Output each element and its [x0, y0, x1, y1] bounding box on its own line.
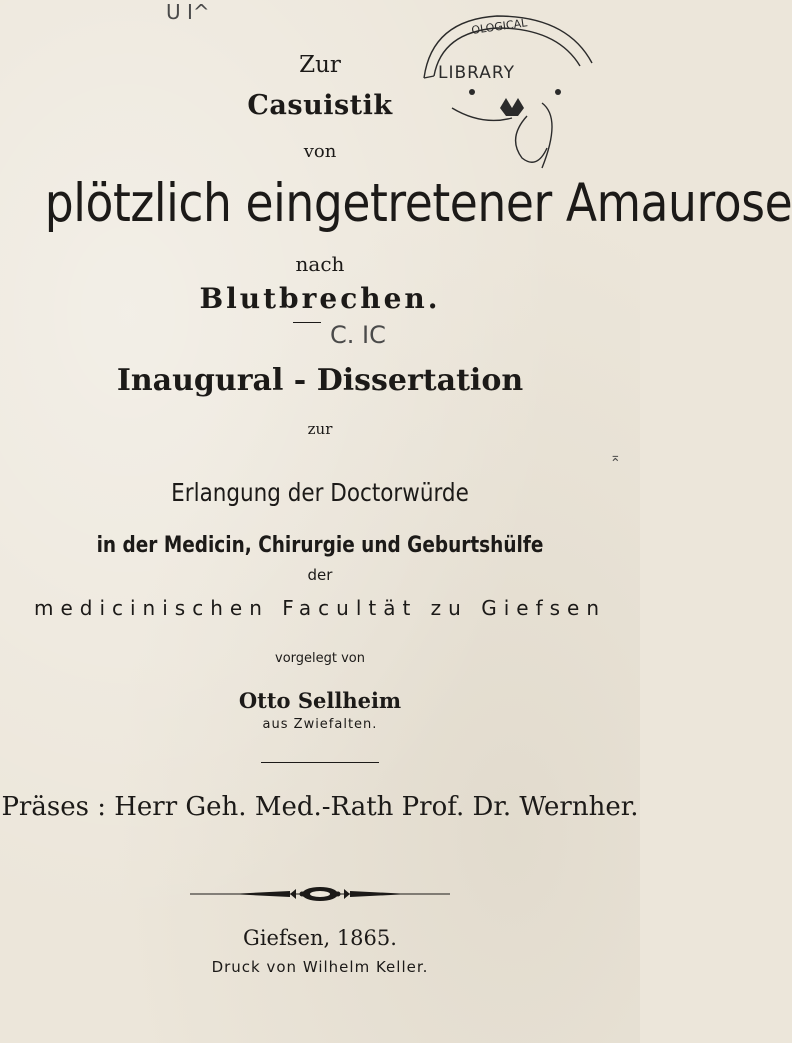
subject-title: Blutbrechen. [199, 282, 441, 315]
pre-title: Zur [299, 52, 341, 78]
printer-line: Druck von Wilhelm Keller. [211, 958, 429, 976]
city-year: Giefsen, 1865. [243, 926, 397, 950]
nach-line: nach [295, 252, 345, 276]
der-line: der [307, 566, 333, 584]
faculty-line: medicinischen Facultät zu Giefsen [33, 596, 607, 620]
presented-by-line: vorgelegt von [275, 651, 365, 666]
pencil-annotation-side: ⌅ [610, 450, 621, 465]
pencil-annotation-top: U I^ [166, 0, 210, 24]
pencil-annotation-middle: C. IC [330, 321, 386, 349]
series-title: Casuistik [247, 90, 393, 121]
zur-line: zur [307, 420, 333, 438]
printers-ornament-icon [190, 882, 450, 906]
stamp-library-text: LIBRARY [438, 63, 516, 83]
author-name: Otto Sellheim [238, 688, 402, 713]
praeses-line: Präses : Herr Geh. Med.-Rath Prof. Dr. Wernher. [1, 792, 639, 822]
purpose-line: Erlangung der Doctorwürde [171, 478, 469, 507]
origin-line: aus Zwiefalten. [262, 717, 378, 732]
von-line: von [303, 141, 337, 162]
main-title: plötzlich eingetretener Amaurose [44, 173, 792, 234]
dissertation-type: Inaugural - Dissertation [116, 363, 524, 398]
fields-line: in der Medicin, Chirurgie und Geburtshülfe [96, 533, 544, 558]
separator-rule [261, 762, 379, 763]
stamp-arc-text: OLOGICAL [470, 16, 529, 37]
short-dash-rule [293, 322, 321, 323]
